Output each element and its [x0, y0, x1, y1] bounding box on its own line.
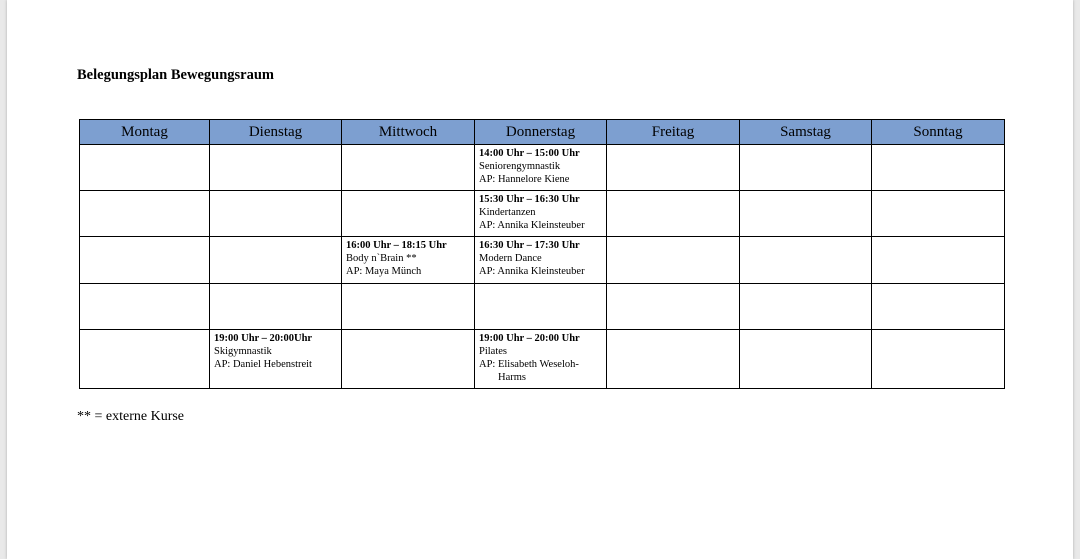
- table-cell: [872, 145, 1005, 191]
- table-cell: [80, 284, 210, 330]
- table-cell: [210, 145, 342, 191]
- table-cell: [740, 145, 872, 191]
- course-contact: AP: Elisabeth Weseloh-: [479, 359, 579, 370]
- table-cell: [607, 284, 740, 330]
- table-row: [80, 284, 1005, 330]
- table-cell: [80, 145, 210, 191]
- table-cell: [80, 330, 210, 389]
- course-time: 16:00 Uhr – 18:15 Uhr: [346, 240, 447, 251]
- table-cell: [342, 330, 475, 389]
- header-donnerstag: Donnerstag: [475, 120, 607, 145]
- course-cell: [475, 145, 607, 191]
- table-row: [80, 330, 1005, 389]
- table-cell: [80, 237, 210, 284]
- header-samstag: Samstag: [740, 120, 872, 145]
- header-row: [80, 120, 1005, 145]
- course-name: Pilates: [479, 346, 507, 357]
- table-cell: [607, 237, 740, 284]
- course-contact: AP: Daniel Hebenstreit: [214, 359, 312, 370]
- course-cell: [475, 237, 607, 284]
- table-cell: [607, 191, 740, 237]
- table-row: [80, 237, 1005, 284]
- table-cell: [342, 284, 475, 330]
- table-cell: [740, 284, 872, 330]
- table-cell: [210, 237, 342, 284]
- table-cell: [872, 191, 1005, 237]
- document-page: [7, 0, 1073, 559]
- course-time: 19:00 Uhr – 20:00Uhr: [214, 333, 313, 344]
- table-cell: [475, 284, 607, 330]
- course-time: 14:00 Uhr – 15:00 Uhr: [479, 148, 580, 159]
- course-cell: [210, 330, 342, 389]
- course-name: Modern Dance: [479, 253, 542, 264]
- table-cell: [210, 191, 342, 237]
- footnote: ** = externe Kurse: [77, 409, 185, 424]
- table-cell: [740, 191, 872, 237]
- table-cell: [210, 284, 342, 330]
- header-montag: Montag: [80, 120, 210, 145]
- course-name: Skigymnastik: [214, 346, 272, 357]
- course-contact: AP: Maya Münch: [346, 266, 422, 277]
- header-freitag: Freitag: [607, 120, 740, 145]
- course-cell: [342, 237, 475, 284]
- table-cell: [342, 191, 475, 237]
- course-contact: AP: Annika Kleinsteuber: [479, 220, 585, 231]
- table-row: [80, 145, 1005, 191]
- course-cell: [475, 191, 607, 237]
- course-cell: [475, 330, 607, 389]
- course-name: Seniorengymnastik: [479, 161, 561, 172]
- table-cell: [872, 330, 1005, 389]
- table-cell: [740, 330, 872, 389]
- course-name: Body n`Brain **: [346, 253, 417, 264]
- schedule-table: [79, 119, 1005, 389]
- table-cell: [607, 145, 740, 191]
- course-contact-continued: Harms: [498, 372, 526, 383]
- table-cell: [872, 284, 1005, 330]
- table-cell: [342, 145, 475, 191]
- document-title: Belegungsplan Bewegungsraum: [77, 67, 274, 83]
- course-contact: AP: Hannelore Kiene: [479, 174, 570, 185]
- course-contact: AP: Annika Kleinsteuber: [479, 266, 585, 277]
- course-time: 19:00 Uhr – 20:00 Uhr: [479, 333, 580, 344]
- table-cell: [740, 237, 872, 284]
- course-time: 15:30 Uhr – 16:30 Uhr: [479, 194, 580, 205]
- course-time: 16:30 Uhr – 17:30 Uhr: [479, 240, 580, 251]
- table-cell: [872, 237, 1005, 284]
- table-row: [80, 191, 1005, 237]
- header-mittwoch: Mittwoch: [342, 120, 475, 145]
- header-dienstag: Dienstag: [210, 120, 342, 145]
- header-sonntag: Sonntag: [872, 120, 1005, 145]
- course-name: Kindertanzen: [479, 207, 536, 218]
- table-cell: [80, 191, 210, 237]
- table-cell: [607, 330, 740, 389]
